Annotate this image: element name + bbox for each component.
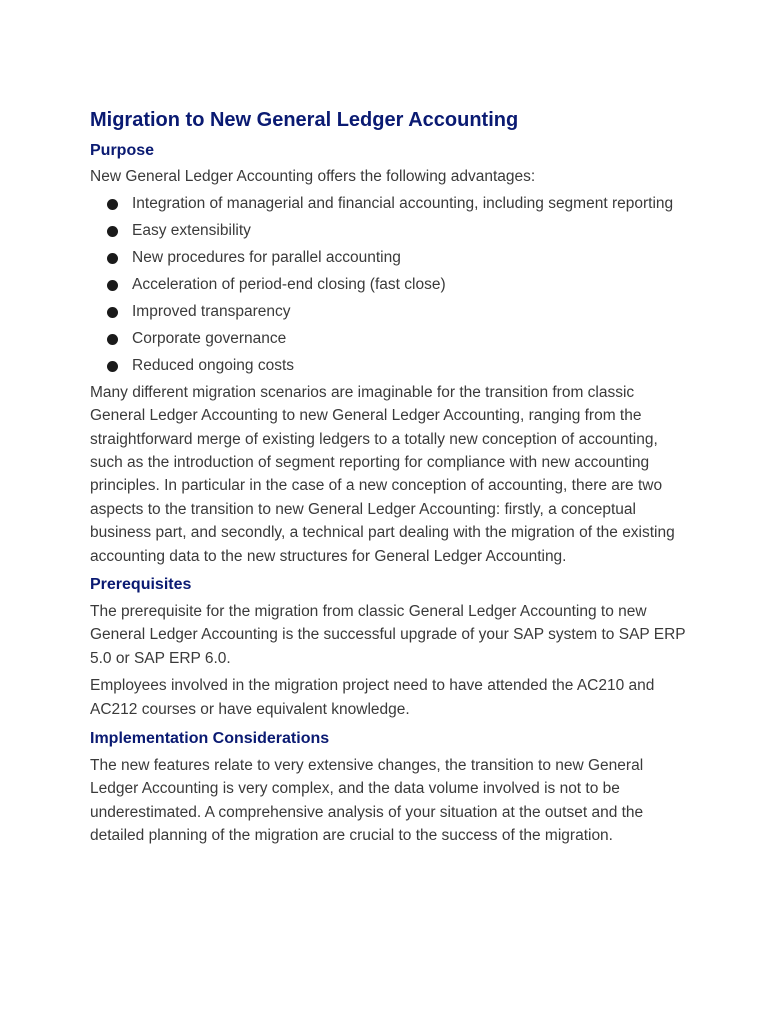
prerequisites-paragraph-2: Employees involved in the migration project need to have attended the AC210 and AC212 courses or have equivalent knowledge. — [90, 677, 655, 718]
implementation-paragraph: The new features relate to very extensive changes, the transition to new General Ledger Accounting is very complex, and the data volume involved is not to be underestimated. A comprehensive analysis of your situation at the outset and the detailed planning of the migration are crucial to the success of the migration. — [90, 757, 644, 845]
list-item — [90, 219, 690, 242]
advantage-text: Corporate governance — [132, 329, 287, 347]
document-title: Migration to New General Ledger Accounting — [90, 109, 519, 131]
bullet-icon — [107, 253, 118, 264]
bullet-icon — [107, 334, 118, 345]
bullet-icon — [107, 199, 118, 210]
bullet-icon — [107, 280, 118, 291]
prerequisites-paragraph-1: The prerequisite for the migration from classic General Ledger Accounting to new General Ledger Accounting is the successful upgrade of your SAP system to SAP ERP 5.0 or SAP ERP 6.0. — [90, 603, 686, 667]
list-item — [90, 192, 690, 215]
advantage-text: Easy extensibility — [132, 222, 251, 240]
implementation-heading: Implementation Considerations — [90, 730, 330, 748]
advantage-text: New procedures for parallel accounting — [132, 249, 401, 267]
bullet-icon — [107, 226, 118, 237]
purpose-paragraph: Many different migration scenarios are imaginable for the transition from classic General Ledger Accounting to new General Ledger Accounting, ranging from the straightforward merge of existing ledgers to a totally new conception of accounting, such as the introduction of segment reporting for compliance with new accounting principles. In particular in the case of a new conception of accounting, there are two aspects to the transition to new General Ledger Accounting: firstly, a conceptual business part, and secondly, a technical part dealing with the migration of the existing accounting data to the new structures for General Ledger Accounting. — [90, 383, 675, 565]
list-item — [90, 246, 690, 269]
list-item — [90, 354, 690, 377]
list-item — [90, 327, 690, 350]
advantage-text: Integration of managerial and financial accounting, including segment reporting — [132, 195, 674, 213]
advantages-list — [90, 192, 690, 377]
bullet-icon — [107, 307, 118, 318]
list-item — [90, 300, 690, 323]
prerequisites-heading: Prerequisites — [90, 576, 192, 593]
document-page — [90, 106, 690, 848]
advantage-text: Reduced ongoing costs — [132, 356, 295, 374]
purpose-heading: Purpose — [90, 142, 155, 159]
list-item — [90, 273, 690, 296]
advantage-text: Acceleration of period-end closing (fast close) — [132, 276, 446, 294]
advantage-text: Improved transparency — [132, 303, 291, 321]
bullet-icon — [107, 361, 118, 372]
purpose-intro: New General Ledger Accounting offers the following advantages: — [90, 168, 536, 185]
